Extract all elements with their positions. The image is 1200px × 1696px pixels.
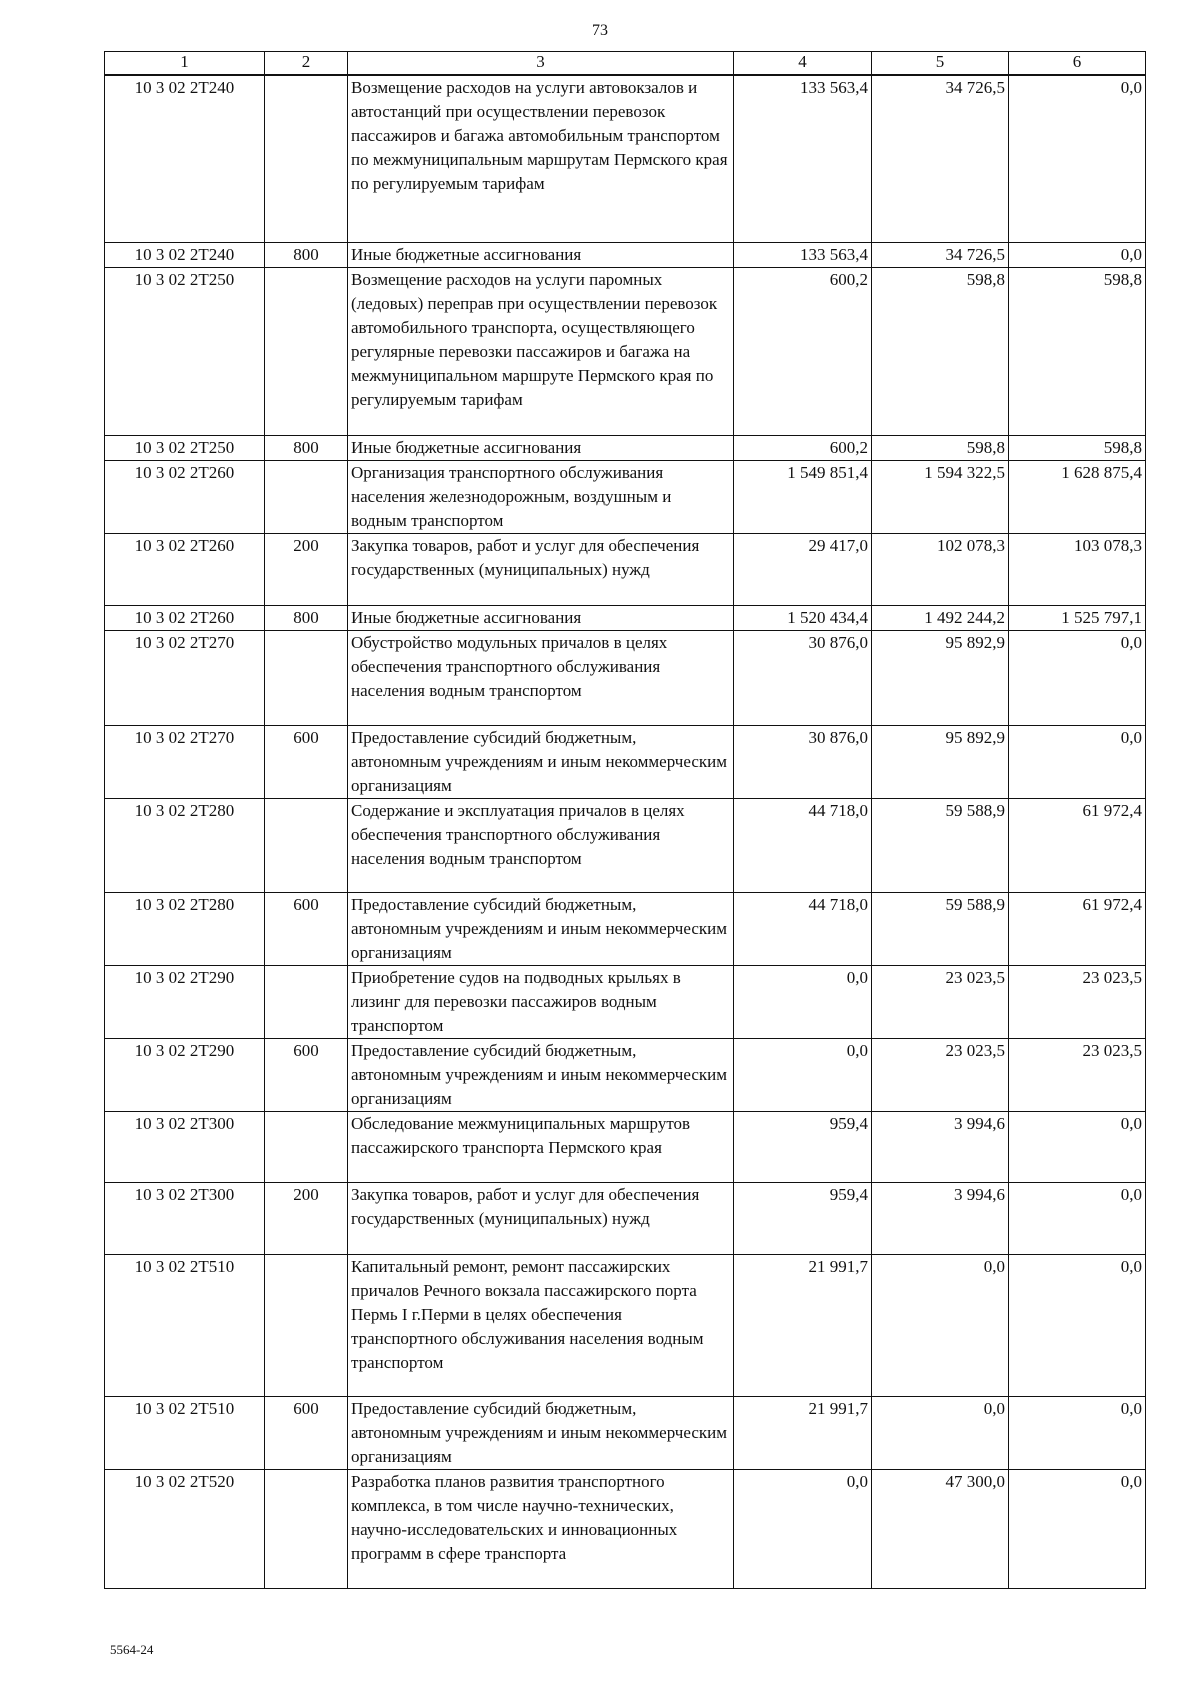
amount-year-1: 1 520 434,4 (734, 605, 872, 630)
item-name: Возмещение расходов на услуги автовокзалов и автостанций при осуществлении перевозок пассажиров и багажа автомобильным транспортом по межмуниципальным маршрутам Пермского края по регулируемым тарифам (348, 75, 734, 242)
target-article-code: 10 3 02 2Т240 (105, 242, 265, 267)
table-row (105, 798, 1146, 892)
amount-year-1: 21 991,7 (734, 1254, 872, 1396)
amount-year-1: 959,4 (734, 1182, 872, 1254)
target-article-code: 10 3 02 2Т240 (105, 75, 265, 242)
amount-year-1: 29 417,0 (734, 533, 872, 605)
amount-year-1: 44 718,0 (734, 892, 872, 965)
amount-year-3: 61 972,4 (1009, 892, 1146, 965)
expense-type-code (265, 965, 348, 1038)
table-row (105, 242, 1146, 267)
item-name: Содержание и эксплуатация причалов в целях обеспечения транспортного обслуживания населения водным транспортом (348, 798, 734, 892)
amount-year-1: 44 718,0 (734, 798, 872, 892)
table-row (105, 1469, 1146, 1588)
amount-year-3: 0,0 (1009, 725, 1146, 798)
table-row (105, 267, 1146, 435)
table-row (105, 460, 1146, 533)
expense-type-code: 600 (265, 725, 348, 798)
amount-year-2: 34 726,5 (872, 75, 1009, 242)
expense-type-code (265, 460, 348, 533)
amount-year-1: 600,2 (734, 435, 872, 460)
target-article-code: 10 3 02 2Т290 (105, 1038, 265, 1111)
table-row (105, 630, 1146, 725)
expense-type-code (265, 75, 348, 242)
amount-year-2: 59 588,9 (872, 892, 1009, 965)
budget-table (104, 51, 1146, 1589)
amount-year-3: 0,0 (1009, 1254, 1146, 1396)
amount-year-1: 0,0 (734, 1469, 872, 1588)
amount-year-3: 0,0 (1009, 242, 1146, 267)
amount-year-3: 0,0 (1009, 1396, 1146, 1469)
item-name: Организация транспортного обслуживания населения железнодорожным, воздушным и водным транспортом (348, 460, 734, 533)
expense-type-code: 200 (265, 1182, 348, 1254)
amount-year-2: 598,8 (872, 267, 1009, 435)
item-name: Приобретение судов на подводных крыльях в лизинг для перевозки пассажиров водным транспортом (348, 965, 734, 1038)
expense-type-code: 600 (265, 1038, 348, 1111)
amount-year-1: 133 563,4 (734, 242, 872, 267)
target-article-code: 10 3 02 2Т280 (105, 798, 265, 892)
expense-type-code: 800 (265, 435, 348, 460)
amount-year-1: 30 876,0 (734, 725, 872, 798)
column-header-1: 1 (105, 52, 265, 76)
amount-year-1: 1 549 851,4 (734, 460, 872, 533)
amount-year-2: 23 023,5 (872, 965, 1009, 1038)
document-footer-code: 5564-24 (110, 1642, 154, 1657)
amount-year-2: 3 994,6 (872, 1182, 1009, 1254)
amount-year-2: 598,8 (872, 435, 1009, 460)
item-name: Предоставление субсидий бюджетным, автономным учреждениям и иным некоммерческим организациям (348, 1396, 734, 1469)
amount-year-3: 0,0 (1009, 630, 1146, 725)
target-article-code: 10 3 02 2Т250 (105, 267, 265, 435)
item-name: Закупка товаров, работ и услуг для обеспечения государственных (муниципальных) нужд (348, 533, 734, 605)
column-header-3: 3 (348, 52, 734, 76)
amount-year-1: 0,0 (734, 1038, 872, 1111)
expense-type-code (265, 630, 348, 725)
target-article-code: 10 3 02 2Т280 (105, 892, 265, 965)
item-name: Предоставление субсидий бюджетным, автономным учреждениям и иным некоммерческим организациям (348, 725, 734, 798)
amount-year-3: 598,8 (1009, 435, 1146, 460)
amount-year-2: 59 588,9 (872, 798, 1009, 892)
table-row (105, 892, 1146, 965)
amount-year-3: 23 023,5 (1009, 1038, 1146, 1111)
expense-type-code (265, 1111, 348, 1182)
amount-year-3: 61 972,4 (1009, 798, 1146, 892)
amount-year-1: 21 991,7 (734, 1396, 872, 1469)
target-article-code: 10 3 02 2Т250 (105, 435, 265, 460)
item-name: Иные бюджетные ассигнования (348, 242, 734, 267)
item-name: Разработка планов развития транспортного комплекса, в том числе научно-технических, научно-исследовательских и инновационных программ в сфере транспорта (348, 1469, 734, 1588)
expense-type-code: 800 (265, 242, 348, 267)
item-name: Иные бюджетные ассигнования (348, 435, 734, 460)
amount-year-3: 103 078,3 (1009, 533, 1146, 605)
item-name: Предоставление субсидий бюджетным, автономным учреждениям и иным некоммерческим организациям (348, 1038, 734, 1111)
expense-type-code: 600 (265, 892, 348, 965)
expense-type-code: 600 (265, 1396, 348, 1469)
item-name: Обследование межмуниципальных маршрутов пассажирского транспорта Пермского края (348, 1111, 734, 1182)
amount-year-3: 0,0 (1009, 1111, 1146, 1182)
amount-year-2: 23 023,5 (872, 1038, 1009, 1111)
amount-year-2: 47 300,0 (872, 1469, 1009, 1588)
table-row (105, 605, 1146, 630)
amount-year-2: 0,0 (872, 1254, 1009, 1396)
amount-year-2: 3 994,6 (872, 1111, 1009, 1182)
amount-year-2: 1 492 244,2 (872, 605, 1009, 630)
target-article-code: 10 3 02 2Т300 (105, 1111, 265, 1182)
expense-type-code (265, 1469, 348, 1588)
page-number: 73 (592, 22, 608, 39)
table-row (105, 1254, 1146, 1396)
target-article-code: 10 3 02 2Т520 (105, 1469, 265, 1588)
target-article-code: 10 3 02 2Т290 (105, 965, 265, 1038)
table-row (105, 965, 1146, 1038)
amount-year-1: 0,0 (734, 965, 872, 1038)
column-header-2: 2 (265, 52, 348, 76)
item-name: Капитальный ремонт, ремонт пассажирских причалов Речного вокзала пассажирского порта Пермь I г.Перми в целях обеспечения транспортного обслуживания населения водным транспортом (348, 1254, 734, 1396)
amount-year-3: 598,8 (1009, 267, 1146, 435)
amount-year-2: 95 892,9 (872, 630, 1009, 725)
amount-year-2: 34 726,5 (872, 242, 1009, 267)
target-article-code: 10 3 02 2Т510 (105, 1396, 265, 1469)
item-name: Предоставление субсидий бюджетным, автономным учреждениям и иным некоммерческим организациям (348, 892, 734, 965)
target-article-code: 10 3 02 2Т300 (105, 1182, 265, 1254)
table-row (105, 75, 1146, 242)
item-name: Иные бюджетные ассигнования (348, 605, 734, 630)
column-header-4: 4 (734, 52, 872, 76)
amount-year-3: 0,0 (1009, 75, 1146, 242)
target-article-code: 10 3 02 2Т260 (105, 460, 265, 533)
expense-type-code (265, 267, 348, 435)
target-article-code: 10 3 02 2Т510 (105, 1254, 265, 1396)
amount-year-3: 0,0 (1009, 1469, 1146, 1588)
amount-year-2: 102 078,3 (872, 533, 1009, 605)
amount-year-2: 95 892,9 (872, 725, 1009, 798)
expense-type-code: 200 (265, 533, 348, 605)
amount-year-3: 1 525 797,1 (1009, 605, 1146, 630)
amount-year-3: 23 023,5 (1009, 965, 1146, 1038)
amount-year-1: 600,2 (734, 267, 872, 435)
item-name: Возмещение расходов на услуги паромных (ледовых) переправ при осуществлении перевозок автомобильного транспорта, осуществляющего регулярные перевозки пассажиров и багажа на межмуниципальном маршруте Пермского края по регулируемым тарифам (348, 267, 734, 435)
amount-year-3: 1 628 875,4 (1009, 460, 1146, 533)
amount-year-1: 133 563,4 (734, 75, 872, 242)
expense-type-code (265, 1254, 348, 1396)
item-name: Закупка товаров, работ и услуг для обеспечения государственных (муниципальных) нужд (348, 1182, 734, 1254)
target-article-code: 10 3 02 2Т270 (105, 630, 265, 725)
table-row (105, 1396, 1146, 1469)
amount-year-2: 1 594 322,5 (872, 460, 1009, 533)
amount-year-1: 30 876,0 (734, 630, 872, 725)
table-row (105, 1111, 1146, 1182)
amount-year-3: 0,0 (1009, 1182, 1146, 1254)
table-row (105, 725, 1146, 798)
table-row (105, 435, 1146, 460)
table-row (105, 1038, 1146, 1111)
amount-year-1: 959,4 (734, 1111, 872, 1182)
amount-year-2: 0,0 (872, 1396, 1009, 1469)
expense-type-code (265, 798, 348, 892)
table-row (105, 533, 1146, 605)
target-article-code: 10 3 02 2Т270 (105, 725, 265, 798)
column-header-5: 5 (872, 52, 1009, 76)
table-row (105, 1182, 1146, 1254)
column-header-6: 6 (1009, 52, 1146, 76)
target-article-code: 10 3 02 2Т260 (105, 533, 265, 605)
item-name: Обустройство модульных причалов в целях обеспечения транспортного обслуживания населения водным транспортом (348, 630, 734, 725)
expense-type-code: 800 (265, 605, 348, 630)
target-article-code: 10 3 02 2Т260 (105, 605, 265, 630)
header-row (105, 52, 1146, 76)
